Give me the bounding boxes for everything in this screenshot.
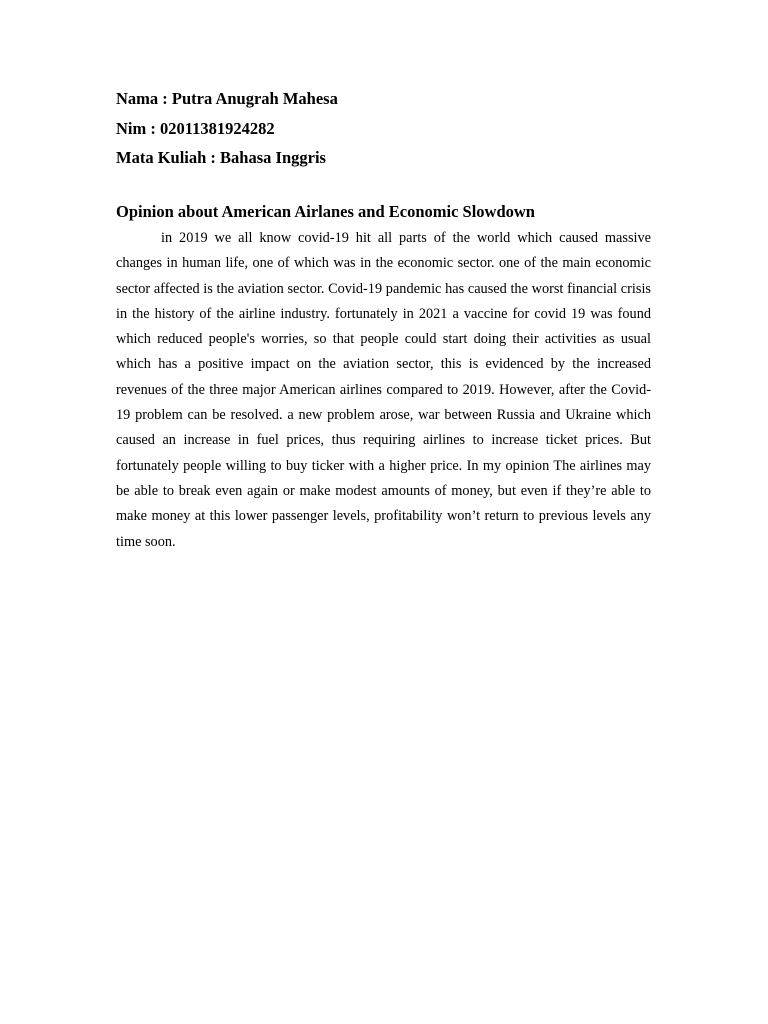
essay-title: Opinion about American Airlanes and Economic Slowdown bbox=[116, 202, 535, 221]
student-name: Nama : Putra Anugrah Mahesa bbox=[116, 89, 338, 108]
student-info bbox=[116, 84, 656, 173]
essay-paragraph: in 2019 we all know covid-19 hit all parts of the world which caused massive changes in human life, one of which was in the economic sector. one of the main economic sector affected is the aviation sector. Covid-19 pandemic has caused the worst financial crisis in the history of the airline industry. fortunately in 2021 a vaccine for covid 19 was found which reduced people's worries, so that people could start doing their activities as usual which has a positive impact on the aviation sector, this is evidenced by the increased revenues of the three major American airlines compared to 2019. However, after the Covid-19 problem can be resolved. a new problem arose, war between Russia and Ukraine which caused an increase in fuel prices, thus requiring airlines to increase ticket prices. But fortunately people willing to buy ticker with a higher price. In my opinion The airlines may be able to break even again or make modest amounts of money, but even if they’re able to make money at this lower passenger levels, profitability won’t return to previous levels any time soon. bbox=[116, 230, 651, 550]
course-name: Mata Kuliah : Bahasa Inggris bbox=[116, 148, 326, 167]
student-nim: Nim : 02011381924282 bbox=[116, 118, 275, 138]
